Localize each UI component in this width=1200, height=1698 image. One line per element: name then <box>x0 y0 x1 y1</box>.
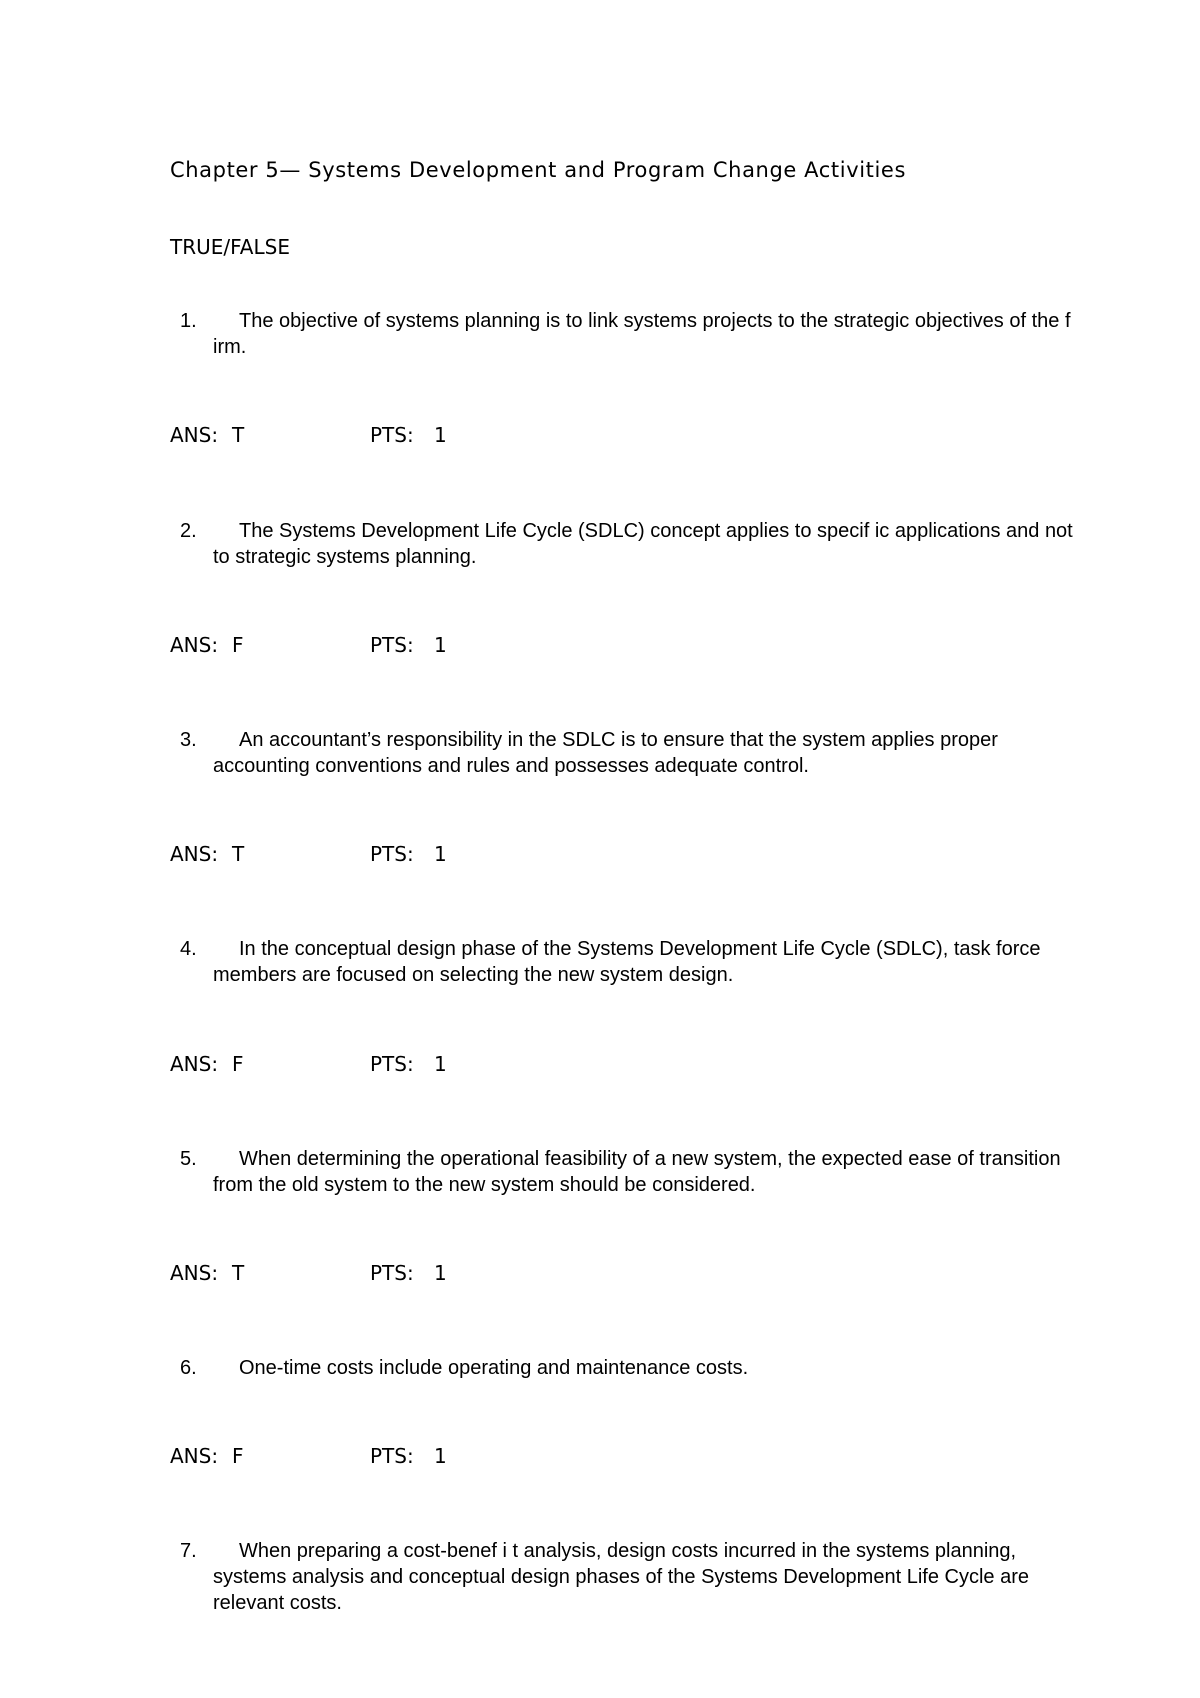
question-1 <box>170 308 1070 360</box>
question-text: The objective of systems planning is to link systems projects to the strategic objectives of the f irm. <box>213 310 1071 358</box>
question-number: 3. <box>180 729 197 751</box>
page-title: Chapter 5— Systems Development and Program Change Activities <box>170 158 906 182</box>
pts-label: PTS: <box>370 633 414 657</box>
ans-value: F <box>232 1444 244 1468</box>
question-4 <box>170 936 1070 988</box>
pts-value: 1 <box>434 1444 447 1468</box>
question-2 <box>170 518 1073 570</box>
ans-label: ANS: <box>170 1052 219 1076</box>
ans-value: F <box>232 1052 244 1076</box>
answer-row-3 <box>170 842 490 868</box>
ans-label: ANS: <box>170 1444 219 1468</box>
answer-row-2 <box>170 633 490 659</box>
answer-row-6 <box>170 1444 490 1470</box>
ans-label: ANS: <box>170 842 219 866</box>
pts-value: 1 <box>434 1052 447 1076</box>
question-number: 2. <box>180 520 197 542</box>
pts-label: PTS: <box>370 423 414 447</box>
question-number: 1. <box>180 310 197 332</box>
answer-row-4 <box>170 1052 490 1078</box>
pts-value: 1 <box>434 423 447 447</box>
pts-value: 1 <box>434 842 447 866</box>
question-7 <box>170 1538 1070 1616</box>
question-number: 7. <box>180 1540 197 1562</box>
ans-label: ANS: <box>170 633 219 657</box>
question-6 <box>170 1355 1070 1381</box>
pts-label: PTS: <box>370 1444 414 1468</box>
question-3 <box>170 727 1070 779</box>
question-text: The Systems Development Life Cycle (SDLC) concept applies to specif ic applications and not to strategic systems planning. <box>213 520 1073 568</box>
pts-label: PTS: <box>370 1052 414 1076</box>
pts-label: PTS: <box>370 1261 414 1285</box>
ans-value: T <box>232 423 245 447</box>
question-text: When preparing a cost-benef i t analysis, design costs incurred in the systems planning, systems analysis and conceptual design phases of the Systems Development Life Cycle are relevant costs. <box>213 1540 1029 1614</box>
pts-value: 1 <box>434 633 447 657</box>
answer-row-1 <box>170 423 490 449</box>
question-number: 5. <box>180 1148 197 1170</box>
question-text: When determining the operational feasibility of a new system, the expected ease of transition from the old system to the new system should be considered. <box>213 1148 1061 1196</box>
section-heading: TRUE/FALSE <box>170 235 290 259</box>
question-number: 4. <box>180 938 197 960</box>
question-text: In the conceptual design phase of the Systems Development Life Cycle (SDLC), task force members are focused on selecting the new system design. <box>213 938 1041 986</box>
pts-label: PTS: <box>370 842 414 866</box>
ans-value: T <box>232 842 245 866</box>
ans-value: F <box>232 633 244 657</box>
question-text: An accountant’s responsibility in the SDLC is to ensure that the system applies proper accounting conventions and rules and possesses adequate control. <box>213 729 998 777</box>
ans-label: ANS: <box>170 423 219 447</box>
question-number: 6. <box>180 1357 197 1379</box>
question-5 <box>170 1146 1070 1198</box>
pts-value: 1 <box>434 1261 447 1285</box>
ans-value: T <box>232 1261 245 1285</box>
question-text: One-time costs include operating and maintenance costs. <box>239 1357 749 1379</box>
answer-row-5 <box>170 1261 490 1287</box>
ans-label: ANS: <box>170 1261 219 1285</box>
